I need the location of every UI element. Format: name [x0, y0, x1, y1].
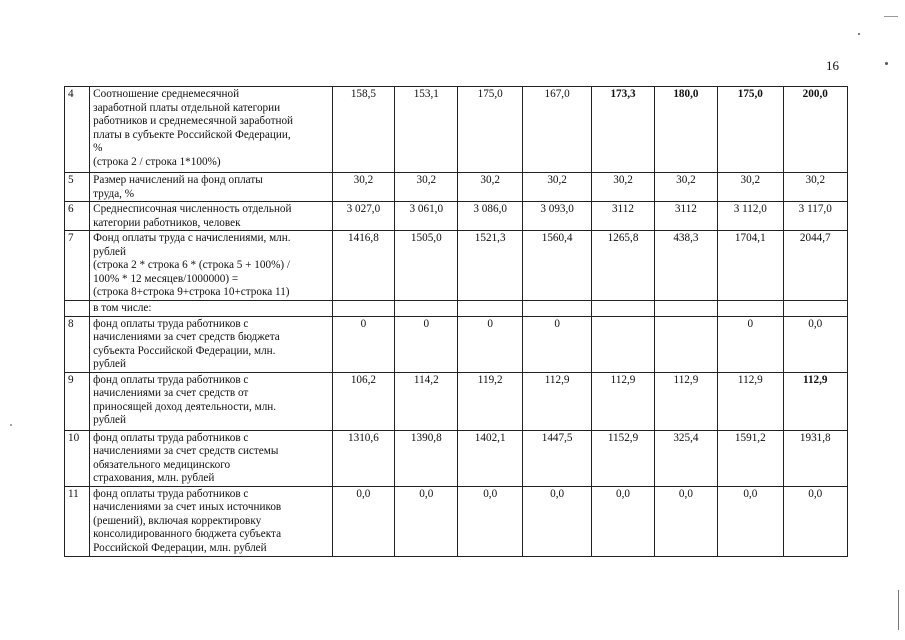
value-cell: 112,9: [592, 372, 654, 430]
value-cell: 175,0: [718, 87, 783, 173]
value-cell: 30,2: [458, 173, 522, 202]
value-cell: 1521,3: [458, 231, 522, 301]
value-cell: 0: [332, 316, 394, 372]
value-cell: 30,2: [783, 173, 847, 202]
indicator-name-line: начислениями за счет средств бюджета: [93, 331, 280, 343]
value-cell: 1390,8: [395, 430, 458, 486]
value-cell: 167,0: [522, 87, 591, 173]
value-cell: 180,0: [654, 87, 717, 173]
indicator-name-line: рублей: [93, 245, 126, 258]
indicator-name-line: труда, %: [93, 187, 135, 200]
indicator-name-line: Фонд оплаты труда с начислениями, млн.: [93, 232, 291, 244]
row-number-cell: 7: [65, 231, 90, 301]
value-cell: 0,0: [783, 316, 847, 372]
indicator-name-line: Российской Федерации, млн. рублей: [93, 541, 267, 554]
value-cell: 119,2: [458, 372, 522, 430]
value-cell: 438,3: [654, 231, 717, 301]
row-number-cell: 9: [65, 372, 90, 430]
value-cell: 1152,9: [592, 430, 654, 486]
value-cell: 3 027,0: [332, 202, 394, 231]
value-cell: 0: [395, 316, 458, 372]
value-cell: 0,0: [522, 486, 591, 556]
indicator-name-line: (строка 2 / строка 1*100%): [93, 155, 221, 168]
table-row: [65, 231, 848, 301]
value-cell: 0,0: [395, 486, 458, 556]
scan-speck: [10, 424, 12, 426]
value-cell: 3 093,0: [522, 202, 591, 231]
indicator-name-cell: [90, 202, 333, 231]
indicator-name-cell: [90, 486, 333, 556]
salary-fund-table: [64, 86, 848, 557]
indicator-name-line: консолидированного бюджета субъекта: [93, 528, 282, 540]
value-cell: [522, 301, 591, 317]
indicator-name-cell: [90, 231, 333, 301]
value-cell: [592, 316, 654, 372]
indicator-name-cell: [90, 430, 333, 486]
row-number-cell: 6: [65, 202, 90, 231]
value-cell: 173,3: [592, 87, 654, 173]
indicator-name-line: фонд оплаты труда работников с: [93, 431, 249, 444]
row-number-cell: 5: [65, 173, 90, 202]
value-cell: 0,0: [654, 486, 717, 556]
table-row: [65, 202, 848, 231]
indicator-name-line: рублей: [93, 358, 126, 370]
value-cell: 1416,8: [332, 231, 394, 301]
table-row: [65, 87, 848, 173]
indicator-name-line: начислениями за счет средств от: [93, 387, 249, 399]
indicator-name-cell: [90, 301, 333, 317]
value-cell: 0: [522, 316, 591, 372]
value-cell: 112,9: [654, 372, 717, 430]
table-row: [65, 301, 848, 317]
value-cell: 0: [458, 316, 522, 372]
value-cell: 30,2: [332, 173, 394, 202]
value-cell: 30,2: [395, 173, 458, 202]
value-cell: 1447,5: [522, 430, 591, 486]
value-cell: 3 061,0: [395, 202, 458, 231]
value-cell: 30,2: [718, 173, 783, 202]
indicator-name-line: платы в субъекте Российской Федерации,: [93, 128, 291, 141]
value-cell: 1402,1: [458, 430, 522, 486]
indicator-name-line: Соотношение среднемесячной: [93, 88, 240, 100]
indicator-name-cell: [90, 316, 333, 372]
row-number-cell: [65, 301, 90, 317]
indicator-name-cell: [90, 372, 333, 430]
value-cell: 0,0: [458, 486, 522, 556]
value-cell: 0: [718, 316, 783, 372]
value-cell: 3112: [654, 202, 717, 231]
value-cell: [654, 301, 717, 317]
value-cell: 112,9: [522, 372, 591, 430]
value-cell: 0,0: [783, 486, 847, 556]
indicator-name-line: заработной платы отдельной категории: [93, 101, 281, 114]
table-row: [65, 430, 848, 486]
value-cell: 1265,8: [592, 231, 654, 301]
value-cell: 2044,7: [783, 231, 847, 301]
indicator-name-line: начислениями за счет средств системы: [93, 445, 279, 457]
table-row: [65, 316, 848, 372]
page-number: 16: [826, 58, 839, 73]
value-cell: 114,2: [395, 372, 458, 430]
value-cell: [654, 316, 717, 372]
scan-speck: [885, 62, 888, 65]
value-cell: 30,2: [654, 173, 717, 202]
row-number-cell: 11: [65, 486, 90, 556]
table-row: [65, 173, 848, 202]
value-cell: 0,0: [718, 486, 783, 556]
value-cell: [332, 301, 394, 317]
value-cell: 158,5: [332, 87, 394, 173]
value-cell: 30,2: [522, 173, 591, 202]
value-cell: 200,0: [783, 87, 847, 173]
value-cell: 153,1: [395, 87, 458, 173]
indicator-name-line: (решений), включая корректировку: [93, 514, 262, 527]
value-cell: [783, 301, 847, 317]
value-cell: 3 112,0: [718, 202, 783, 231]
row-number-cell: 8: [65, 316, 90, 372]
value-cell: 325,4: [654, 430, 717, 486]
row-number-cell: 10: [65, 430, 90, 486]
row-number-cell: 4: [65, 87, 90, 173]
value-cell: 112,9: [783, 372, 847, 430]
value-cell: 0,0: [592, 486, 654, 556]
value-cell: 1931,8: [783, 430, 847, 486]
indicator-name-line: %: [93, 142, 103, 154]
value-cell: 175,0: [458, 87, 522, 173]
indicator-name-line: страхования, млн. рублей: [93, 472, 215, 484]
value-cell: 1560,4: [522, 231, 591, 301]
indicator-name-cell: [90, 173, 333, 202]
table-row: [65, 372, 848, 430]
value-cell: 0,0: [332, 486, 394, 556]
value-cell: 3 117,0: [783, 202, 847, 231]
scan-speck: [898, 590, 899, 630]
indicator-name-line: начислениями за счет иных источников: [93, 501, 282, 513]
indicator-name-line: (строка 8+строка 9+строка 10+строка 11): [93, 286, 290, 298]
indicator-name-line: обязательного медицинского: [93, 458, 231, 471]
value-cell: [395, 301, 458, 317]
value-cell: [592, 301, 654, 317]
indicator-name-line: (строка 2 * строка 6 * (строка 5 + 100%) /: [93, 259, 291, 271]
value-cell: 30,2: [592, 173, 654, 202]
value-cell: 3112: [592, 202, 654, 231]
indicator-name-line: работников и среднемесячной заработной: [93, 115, 294, 127]
value-cell: [718, 301, 783, 317]
indicator-name-line: субъекта Российской Федерации, млн.: [93, 344, 276, 357]
indicator-name-line: Размер начислений на фонд оплаты: [93, 174, 263, 186]
value-cell: 1704,1: [718, 231, 783, 301]
indicator-name-line: 100% * 12 месяцев/1000000) =: [93, 272, 239, 285]
scan-speck: [858, 33, 860, 35]
value-cell: 1310,6: [332, 430, 394, 486]
value-cell: 112,9: [718, 372, 783, 430]
table-row: [65, 486, 848, 556]
indicator-name-line: рублей: [93, 414, 126, 426]
indicator-name-line: Среднесписочная численность отдельной: [93, 203, 292, 215]
value-cell: 1505,0: [395, 231, 458, 301]
indicator-name-line: приносящей доход деятельности, млн.: [93, 400, 277, 413]
value-cell: 3 086,0: [458, 202, 522, 231]
scan-speck: [884, 16, 898, 17]
table-body: [65, 87, 848, 557]
indicator-name-line: в том числе:: [93, 302, 152, 314]
indicator-name-line: фонд оплаты труда работников с: [93, 373, 249, 386]
indicator-name-cell: [90, 87, 333, 173]
indicator-name-line: фонд оплаты труда работников с: [93, 487, 249, 500]
value-cell: 106,2: [332, 372, 394, 430]
value-cell: 1591,2: [718, 430, 783, 486]
indicator-name-line: категории работников, человек: [93, 216, 241, 229]
value-cell: [458, 301, 522, 317]
indicator-name-line: фонд оплаты труда работников с: [93, 317, 249, 330]
